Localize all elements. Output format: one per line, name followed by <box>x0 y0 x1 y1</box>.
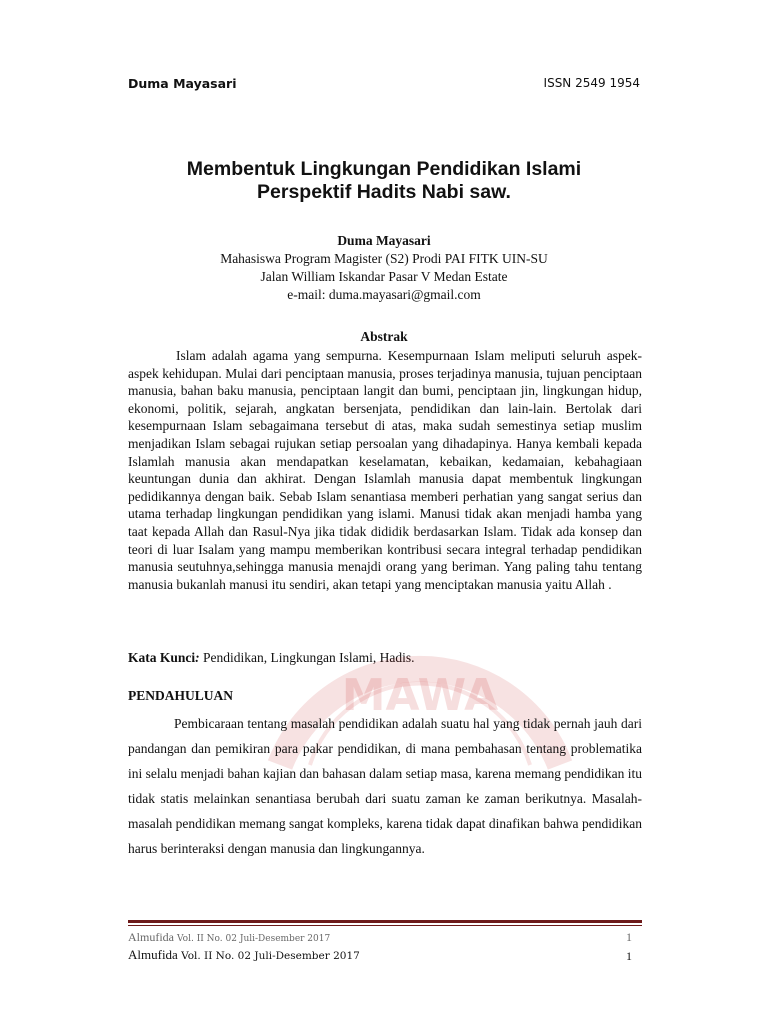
keywords-colon: : <box>195 650 200 665</box>
title-line-1: Membentuk Lingkungan Pendidikan Islami <box>186 158 582 180</box>
footer-ghost-volume: Vol. II No. 02 Juli-Desember 2017 <box>177 934 331 944</box>
author-email: e-mail: duma.mayasari@gmail.com <box>287 287 481 302</box>
running-header-issn: ISSN 2549 1954 <box>543 76 640 90</box>
title-line-2: Perspektif Hadits Nabi saw. <box>257 181 511 203</box>
page-footer <box>128 947 642 963</box>
running-header-author: Duma Mayasari <box>128 76 237 91</box>
footer-ghost-line <box>128 930 642 945</box>
author-address: Jalan William Iskandar Pasar V Medan Estate <box>260 269 508 284</box>
footer-page-number: 1 <box>626 949 632 963</box>
abstract-text: Islam adalah agama yang sempurna. Kesempurnaan Islam meliputi seluruh aspek-aspek kehidupan. Mulai dari penciptaan manusia, proses terjadinya manusia, tujuan penciptaan manusia, bahan baku manusia, penciptaan langit dan bumi, penciptaan jin, lingkungan hidup, ekonomi, politik, sejarah, angkatan bersenjata, pendidikan dan lain-lain. Bertolak dari kesempurnaan Islam sebagaimana tersebut di atas, maka sudah semestinya setiap muslim menjadikan Islam sebagai rujukan setiap persoalan yang dihadapinya. Hanya kembali kepada Islamlah manusia akan mendapatkan keselamatan, kebaikan, kedamaian, kebahagiaan keuntungan dunia dan akhirat. Dengan Islamlah manusia dapat membentuk lingkungan pedidikannya dengan baik. Sebab Islam senantiasa memberi perhatian yang sangat serius dan utama terhadap lingkungan pendidikan yang islami. Manusi tidak akan menjadi hamba yang taat kepada Allah dan Rasul-Nya jika tidak dididik berdasarkan Islam. Tidak ada konsep dan teori di luar Isalam yang mampu memberikan kontribusi secara integral terhadap pendidikan manusia seutuhnya,sehingga manusia menajdi orang yang beriman. Yang paling tahu tentang manusia bukanlah manusi itu sendiri, akan tetapi yang menciptakan manusia yaitu Allah . <box>128 348 642 592</box>
footer-rule-thin <box>128 925 642 926</box>
keywords-label: Kata Kunci <box>128 650 196 665</box>
author-affiliation: Mahasiswa Program Magister (S2) Prodi PAI FITK UIN-SU <box>220 251 548 266</box>
keywords-value: Pendidikan, Lingkungan Islami, Hadis. <box>199 650 415 665</box>
footer-volume: Vol. II No. 02 Juli-Desember 2017 <box>181 950 360 962</box>
footer-rule-thick <box>128 920 642 923</box>
footer-ghost-page: 1 <box>626 930 632 944</box>
section-heading: PENDAHULUAN <box>128 688 234 703</box>
footer-journal: Almufida <box>128 947 178 962</box>
author-block <box>100 232 668 304</box>
svg-text:MAWA: MAWA <box>341 670 499 721</box>
footer-ghost-journal: Almufida <box>128 930 174 944</box>
abstract-heading: Abstrak <box>360 329 408 344</box>
section-body-text: Pembicaraan tentang masalah pendidikan adalah suatu hal yang tidak pernah jauh dari pandangan dan pemikiran para pakar pendidikan, di mana pembahasan tentang problematika ini selalu menjadi bahan kajian dan bahasan dalam setiap masa, karena memang pendidikan itu tidak statis melainkan senantiasa berubah dari suatu zaman ke zaman berikutnya. Masalah-masalah pendidikan memang sangat kompleks, karena tidak dapat dinafikan bahwa pendidikan harus berinteraksi dengan manusia dan lingkungannya. <box>128 716 642 857</box>
paper-title <box>100 158 668 204</box>
author-name: Duma Mayasari <box>337 233 431 248</box>
